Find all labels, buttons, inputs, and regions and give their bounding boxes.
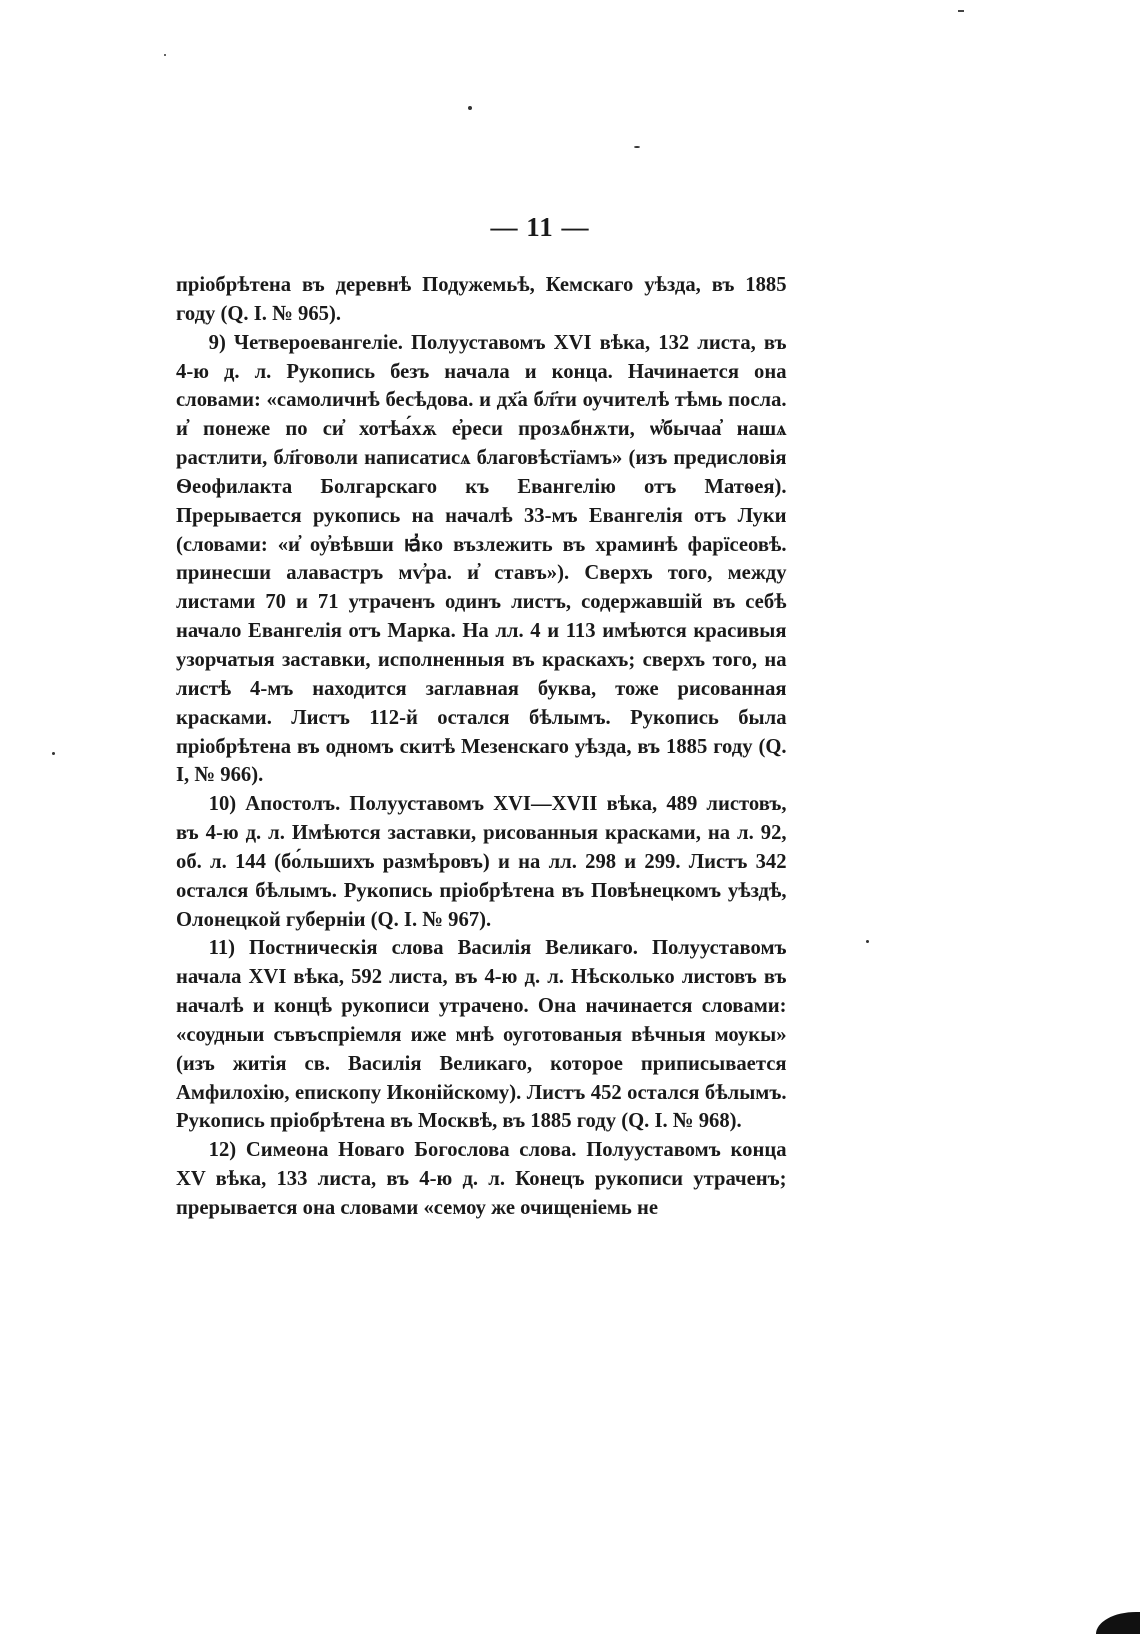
body-text: [176, 270, 787, 1222]
print-speck: [52, 752, 55, 755]
paragraph-item-12: 12) Симеона Новаго Богослова слова. Полууставомъ конца XV вѣка, 133 листа, въ 4-ю д. л. Конецъ рукописи утраченъ; прерывается она словами «семоу же очищеніемь не: [176, 1137, 787, 1219]
paragraph-item-9: 9) Четвероевангеліе. Полууставомъ XVI вѣка, 132 листа, въ 4-ю д. л. Рукопись безъ начала и конца. Начинается она словами: «самоличнѣ бесѣдова. и дх҃а бл҃ти оучителѣ тѣмь посла. и҆ понеже по си҆ хотѣа́хѫ е҆реси прозѧбнѫти, ѡ҆бычаа҆ нашѧ растлити, бл҃говоли написатисѧ благовѣстїамъ» (изъ предисловія Ѳеофилакта Болгарскаго къ Евангелію отъ Матѳея). Прерывается рукопись на началѣ 33-мъ Евангелія отъ Луки (словами: «и҆ оу҆вѣвши ꙗ҆ко възлежить въ храминѣ фарїсеовѣ. принесши алавастръ мѵ҆ра. и҆ ставъ»). Сверхъ того, между листами 70 и 71 утраченъ одинъ листъ, содержавшій въ себѣ начало Евангелія отъ Марка. На лл. 4 и 113 имѣются красивыя узорчатыя заставки, исполненныя въ краскахъ; сверхъ того, на листѣ 4-мъ находится заглавная буква, тоже рисованная красками. Листъ 112-й остался бѣлымъ. Рукопись была пріобрѣтена въ одномъ скитѣ Мезенскаго уѣзда, въ 1885 году (Q. I, № 966).: [176, 329, 787, 787]
print-speck: [164, 54, 166, 56]
print-speck: [866, 940, 869, 943]
paragraph-item-10: 10) Апостолъ. Полууставомъ XVI—XVII вѣка, 489 листовъ, въ 4-ю д. л. Имѣются заставки, рисованныя красками, на л. 92, об. л. 144 (бо́льшихъ размѣровъ) и на лл. 298 и 299. Листъ 342 остался бѣлымъ. Рукопись пріобрѣтена въ Повѣнецкомъ уѣздѣ, Олонецкой губерніи (Q. I. № 967).: [176, 791, 787, 931]
edge-mark-bottom: [1096, 1612, 1140, 1634]
print-speck: [634, 146, 640, 148]
print-speck: [468, 106, 472, 110]
edge-mark-top: [958, 10, 964, 12]
paragraph-continuation: пріобрѣтена въ деревнѣ Подужемьѣ, Кемскаго уѣзда, въ 1885 году (Q. I. № 965).: [176, 272, 787, 325]
paragraph-item-11: 11) Постническія слова Василія Великаго. Полууставомъ начала XVI вѣка, 592 листа, въ 4-ю д. л. Нѣсколько листовъ въ началѣ и концѣ рукописи утрачено. Она начинается словами: «соудныи съвъспріемля иже мнѣ оуготованыя вѣчныя моукы» (изъ житія св. Василія Великаго, которое приписывается Амфилохію, епископу Иконійскому). Листъ 452 остался бѣлымъ. Рукопись пріобрѣтена въ Москвѣ, въ 1885 году (Q. I. № 968).: [176, 935, 787, 1133]
page-number: — 11 —: [490, 212, 590, 242]
